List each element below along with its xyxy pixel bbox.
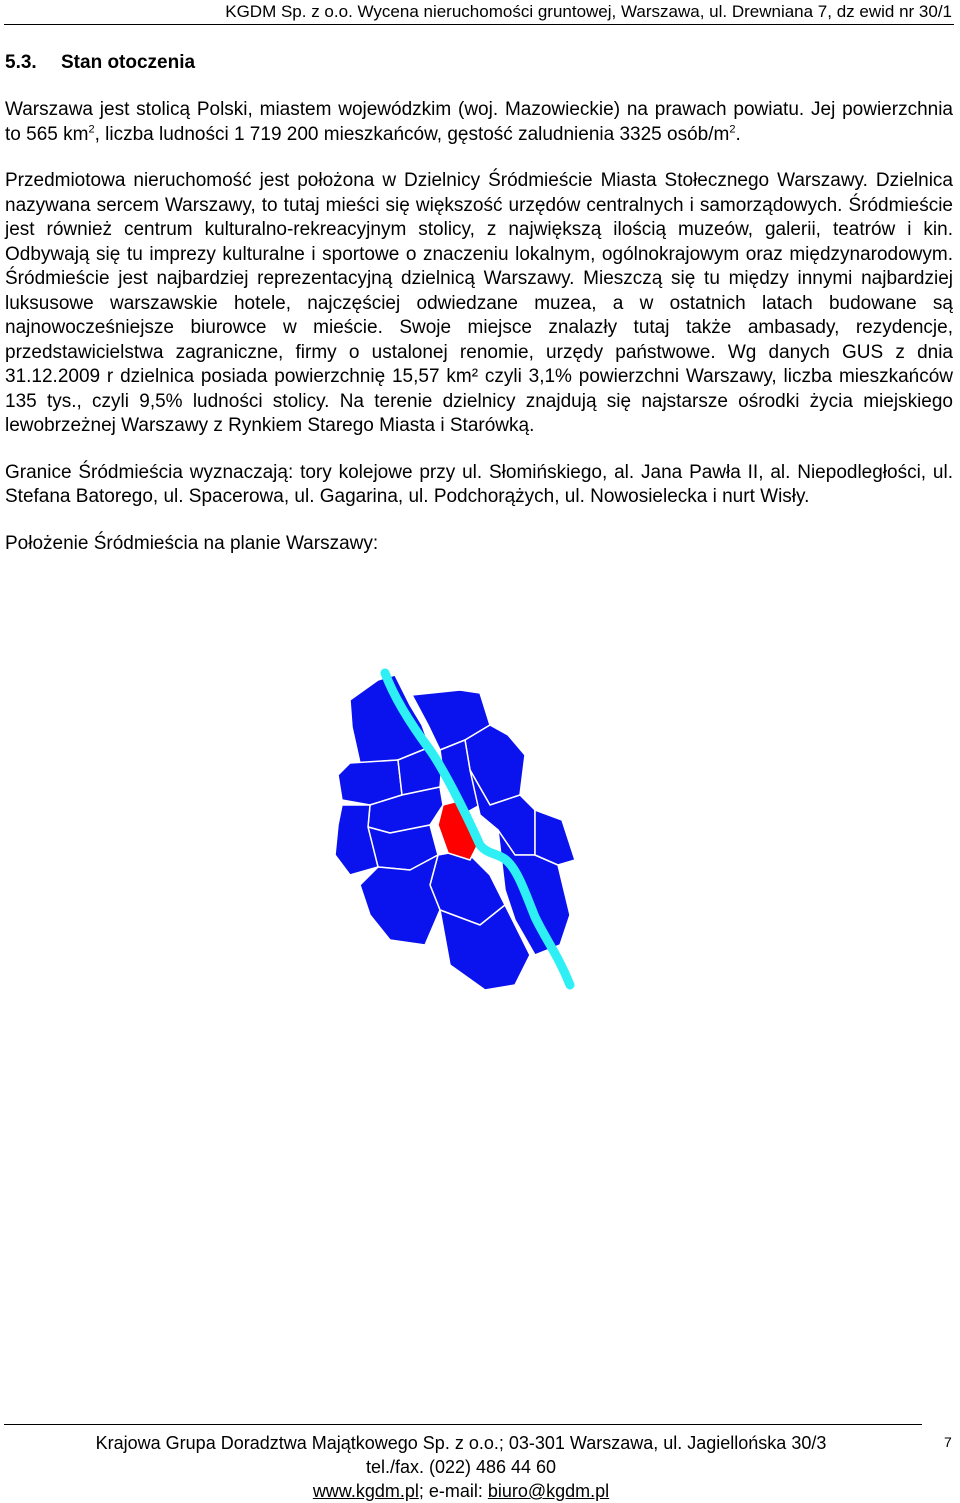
page-header: KGDM Sp. z o.o. Wycena nieruchomości gruntowej, Warszawa, ul. Drewniana 7, dz ewid nr 30/1 [225,2,952,21]
superscript-area: 2 [88,123,95,136]
intro-text-b: , liczba ludności 1 719 200 mieszkańców, gęstość zaludnienia 3325 osób/m [94,123,730,145]
section-heading [5,52,195,74]
paragraph-warsaw-intro [5,98,953,147]
superscript-density: 2 [729,123,736,136]
warsaw-district-map [330,655,600,1025]
paragraph-map-caption: Położenie Śródmieścia na planie Warszawy: [5,532,379,554]
website-link[interactable]: www.kgdm.pl [312,1481,419,1501]
section-title: Stan otoczenia [61,52,196,73]
page-number: 7 [944,1434,952,1450]
footer-contacts [0,1479,922,1503]
district-wesola [535,810,575,865]
footer-company-address: Krajowa Grupa Doradztwa Majątkowego Sp. z o.o.; 03-301 Warszawa, ul. Jagiellońska 30/3 [95,1433,827,1453]
body-content [5,98,953,556]
section-number: 5.3. [5,52,37,73]
footer-divider [4,1424,922,1425]
intro-text-a: Warszawa jest stolicą Polski, miastem wojewódzkim (woj. Mazowieckie) na prawach powiatu. Jej powierzchnia to 565 km [5,99,953,145]
email-link[interactable]: biuro@kgdm.pl [487,1481,610,1501]
paragraph-boundaries: Granice Śródmieścia wyznaczają: tory kolejowe przy ul. Słomińskiego, al. Jana Pawła II, al. Niepodległości, ul. Stefana Batorego, ul. Spacerowa, ul. Gagarina, ul. Podchorążych, ul. Nowosielecka i nurt Wisły. [5,461,953,507]
intro-text-c: . [735,123,741,145]
header-divider [4,24,954,25]
footer-phone: tel./fax. (022) 486 44 60 [365,1457,557,1477]
email-prefix: ; e-mail: [418,1481,488,1501]
page-footer [0,1431,922,1503]
paragraph-srodmiescie: Przedmiotowa nieruchomość jest położona w Dzielnicy Śródmieście Miasta Stołecznego Warszawy. Dzielnica nazywana sercem Warszawy, to tutaj mieści się większość urzędów centralnych i samorządowych. Śródmieście jest również centrum kulturalno-rekreacyjnym stolicy, z największą ilością muzeów, galerii, teatrów i kin. Odbywają się tu imprezy kulturalne i sportowe o znaczeniu lokalnym, ogólnokrajowym oraz międzynarodowym. Śródmieście jest najbardziej reprezentacyjną dzielnicą Warszawy. Mieszczą się tu między innymi najbardziej luksusowe warszawskie hotele, najczęściej odwiedzane muzea, a w ostatnich latach budowane są najnowocześniejsze biurowce w mieście. Swoje miejsce znalazły tutaj także ambasady, rezydencje, przedstawicielstwa zagraniczne, firmy o ustalonej renomie, urzędy państwowe. Wg danych GUS z dnia 31.12.2009 r dzielnica posiada powierzchnię 15,57 km² czyli 3,1% powierzchni Warszawy, liczba mieszkańców 135 tys., czyli 9,5% ludności stolicy. Na terenie dzielnicy znajdują się najstarsze ośrodki życia miejskiego lewobrzeżnej Warszawy z Rynkiem Starego Miasta i Starówką. [5,170,953,436]
